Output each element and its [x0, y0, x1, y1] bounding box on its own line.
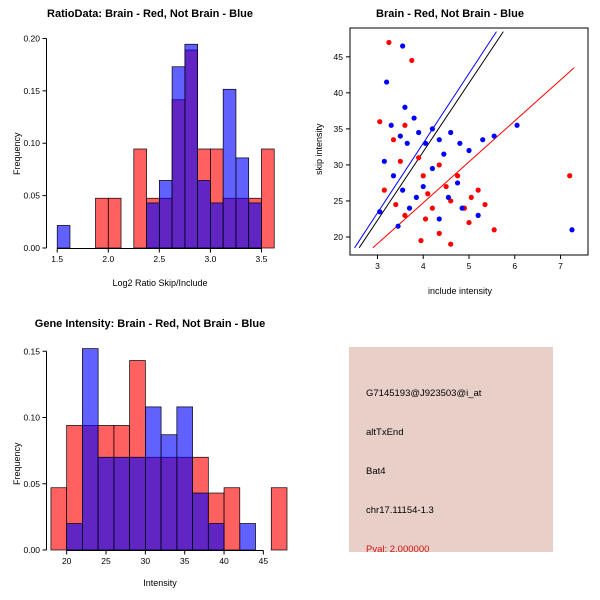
- y-tick-label: 0.05: [23, 478, 40, 489]
- scatter-point: [466, 220, 471, 225]
- scatter-point: [430, 126, 435, 131]
- scatter-point: [377, 119, 382, 124]
- scatter-point: [382, 159, 387, 164]
- histogram-bar: [249, 203, 262, 248]
- info-line: Bat4: [366, 466, 386, 477]
- scatter-point: [395, 224, 400, 229]
- scatter-point: [418, 238, 423, 243]
- scatter-point: [460, 206, 465, 211]
- gene-info-box: [349, 347, 553, 555]
- gene-histogram-xlabel: Intensity: [143, 578, 177, 588]
- scatter-point: [423, 216, 428, 221]
- x-tick-label: 2.5: [153, 254, 166, 264]
- scatter-point: [393, 202, 398, 207]
- scatter-point: [437, 137, 442, 142]
- x-tick-label: 20: [61, 556, 72, 566]
- scatter-panel: [300, 0, 600, 300]
- histogram-bar: [223, 89, 236, 248]
- scatter-content: [355, 32, 575, 248]
- histogram-bar: [147, 203, 160, 248]
- scatter-point: [377, 209, 382, 214]
- y-tick-label: 0.15: [23, 85, 40, 96]
- x-tick-label: 6: [512, 261, 518, 271]
- bars: [51, 349, 287, 550]
- histogram-bar: [57, 225, 70, 248]
- x-tick-label: 3: [375, 261, 380, 271]
- scatter-point: [405, 141, 410, 146]
- scatter-point: [421, 173, 426, 178]
- scatter-point: [466, 148, 471, 153]
- y-tick-label: 20: [333, 231, 343, 242]
- scatter-point: [425, 191, 430, 196]
- x-tick-label: 3.5: [255, 254, 268, 264]
- ratio-histogram-plot: [0, 0, 300, 300]
- scatter-title: Brain - Red, Not Brain - Blue: [376, 8, 524, 20]
- ratio-histogram-ylabel: Frequency: [12, 132, 22, 175]
- x-tick-label: 1.5: [51, 254, 64, 264]
- scatter-point: [402, 213, 407, 218]
- gene-histogram-plot: [0, 310, 300, 600]
- x-tick-label: 2.0: [102, 254, 115, 264]
- info-line: G7145193@J923503@i_at: [366, 388, 482, 399]
- gene-histogram-ylabel: Frequency: [12, 442, 22, 485]
- scatter-xlabel: include intensity: [427, 286, 493, 296]
- scatter-point: [569, 227, 574, 232]
- scatter-point: [437, 231, 442, 236]
- y-tick-label: 0.10: [23, 138, 40, 149]
- scatter-point: [492, 133, 497, 138]
- scatter-point: [455, 173, 460, 178]
- scatter-point: [400, 43, 405, 48]
- scatter-point: [514, 123, 519, 128]
- histogram-bar: [114, 457, 130, 550]
- y-tick-label: 0.20: [23, 33, 40, 44]
- scatter-point: [480, 137, 485, 142]
- scatter-point: [457, 141, 462, 146]
- scatter-point: [455, 180, 460, 185]
- scatter-point: [414, 195, 419, 200]
- y-tick-label: 30: [333, 159, 343, 170]
- y-tick-label: 40: [333, 87, 343, 98]
- histogram-bar: [236, 158, 249, 248]
- scatter-point: [423, 141, 428, 146]
- scatter-point: [398, 133, 403, 138]
- scatter-point: [444, 184, 449, 189]
- bars: [57, 44, 274, 248]
- scatter-point: [416, 155, 421, 160]
- scatter-point: [411, 115, 416, 120]
- y-tick-label: 35: [333, 123, 343, 134]
- scatter-point: [448, 242, 453, 247]
- gene-histogram-panel: [0, 310, 300, 600]
- scatter-point: [437, 162, 442, 167]
- histogram-bar: [172, 67, 185, 248]
- x-tick-label: 5: [466, 261, 472, 271]
- scatter-point: [476, 213, 481, 218]
- scatter-point: [446, 195, 451, 200]
- y-tick-label: 0.00: [23, 545, 40, 555]
- info-pvalue: Pval: 2.000000: [366, 544, 430, 555]
- fit-line: [355, 32, 497, 248]
- scatter-point: [421, 184, 426, 189]
- histogram-bar: [82, 349, 98, 550]
- scatter-point: [391, 137, 396, 142]
- x-tick-label: 45: [258, 556, 269, 566]
- info-line: altTxEnd: [366, 427, 404, 438]
- histogram-bar: [185, 44, 198, 248]
- y-tick-label: 45: [333, 51, 343, 62]
- scatter-point: [398, 159, 403, 164]
- y-tick-label: 0.05: [23, 190, 40, 201]
- fit-line: [373, 68, 574, 248]
- scatter-point: [448, 130, 453, 135]
- histogram-bar: [261, 149, 274, 248]
- histogram-bar: [193, 493, 209, 550]
- scatter-point: [476, 188, 481, 193]
- scatter-point: [437, 216, 442, 221]
- histogram-bar: [224, 488, 240, 550]
- scatter-point: [389, 123, 394, 128]
- y-tick-label: 0.15: [23, 346, 40, 357]
- histogram-bar: [161, 435, 177, 550]
- x-tick-label: 3.0: [204, 254, 217, 264]
- histogram-bar: [51, 488, 67, 550]
- histogram-bar: [134, 149, 147, 248]
- histogram-bar: [208, 524, 224, 551]
- scatter-point: [482, 202, 487, 207]
- ratio-histogram-xlabel: Log2 Ratio Skip/Include: [112, 278, 208, 288]
- histogram-bar: [271, 488, 287, 550]
- scatter-point: [400, 188, 405, 193]
- scatter-point: [469, 195, 474, 200]
- x-tick-label: 7: [558, 261, 563, 271]
- histogram-bar: [67, 524, 83, 551]
- scatter-point: [430, 166, 435, 171]
- histogram-bar: [108, 198, 121, 248]
- scatter-point: [384, 79, 389, 84]
- x-tick-label: 40: [219, 556, 229, 566]
- y-tick-label: 25: [333, 195, 343, 206]
- x-tick-label: 30: [140, 556, 151, 566]
- scatter-point: [409, 58, 414, 63]
- scatter-point: [402, 123, 407, 128]
- scatter-point: [441, 152, 446, 157]
- x-tick-label: 35: [179, 556, 190, 566]
- ratio-histogram-title: RatioData: Brain - Red, Not Brain - Blue: [47, 8, 253, 20]
- histogram-bar: [240, 524, 256, 551]
- histogram-bar: [210, 203, 223, 248]
- scatter-point: [416, 130, 421, 135]
- scatter-point: [567, 173, 572, 178]
- scatter-point: [382, 188, 387, 193]
- histogram-bar: [130, 457, 146, 550]
- histogram-bar: [159, 180, 172, 248]
- scatter-point: [492, 227, 497, 232]
- scatter-point: [402, 105, 407, 110]
- gene-histogram-title: Gene Intensity: Brain - Red, Not Brain - Blue: [34, 318, 266, 330]
- x-tick-label: 4: [420, 261, 426, 271]
- scatter-point: [407, 206, 412, 211]
- histogram-bar: [98, 457, 114, 550]
- scatter-ylabel: skip intensity: [314, 123, 324, 175]
- scatter-point: [386, 40, 391, 45]
- axes: [346, 57, 561, 259]
- scatter-point: [430, 206, 435, 211]
- histogram-bar: [145, 407, 161, 550]
- scatter-plot: [300, 0, 600, 300]
- scatter-point: [391, 173, 396, 178]
- histogram-bar: [198, 180, 211, 248]
- info-line: chr17.11154-1.3: [366, 505, 434, 516]
- histogram-bar: [177, 407, 193, 550]
- x-tick-label: 25: [101, 556, 111, 566]
- histogram-bar: [96, 198, 109, 248]
- y-tick-label: 0.00: [23, 243, 40, 253]
- y-tick-label: 0.10: [23, 412, 40, 423]
- ratio-histogram-panel: [0, 0, 300, 300]
